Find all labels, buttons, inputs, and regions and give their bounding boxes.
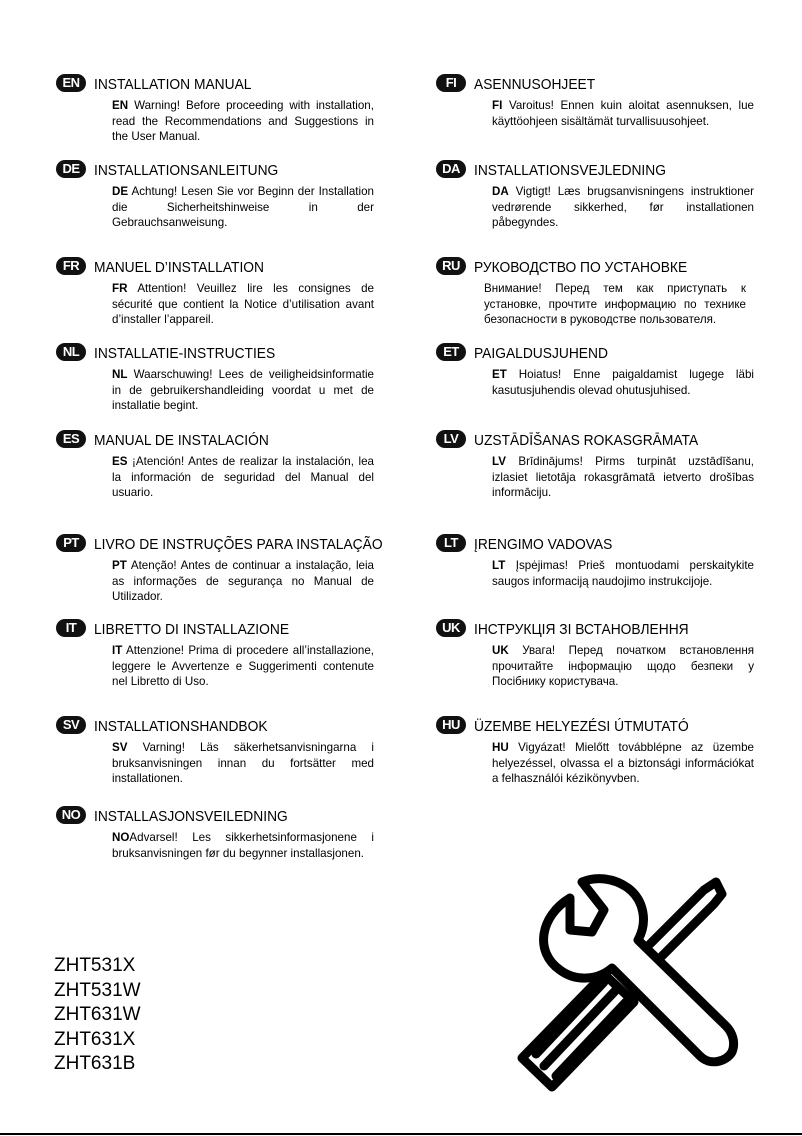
section-fr [56, 257, 396, 328]
lang-badge-lv: LV [436, 430, 466, 448]
section-title: INSTALLATIONSVEJLEDNING [474, 162, 666, 179]
section-title: MANUEL D’INSTALLATION [94, 259, 264, 276]
section-text: Atenção! Antes de continuar a instalação, leia as informações de segurança no Manual de Utilizador. [112, 559, 374, 604]
lang-label: NL [112, 368, 128, 381]
section-de [56, 160, 396, 231]
section-text: Įspėjimas! Prieš montuodami perskaitykite saugos informaciją naudojimo instrukcijoje. [492, 559, 754, 588]
section-text: Vigtigt! Læs brugsanvisningens instruktioner vedrørende sikkerhed, før installationen påbegyndes. [492, 185, 754, 230]
lang-badge-de: DE [56, 160, 86, 178]
section-sv [56, 716, 396, 787]
model-number: ZHT531X [54, 955, 136, 976]
lang-label: EN [112, 99, 129, 112]
model-number: ZHT631X [54, 1028, 136, 1050]
lang-label: DE [112, 185, 129, 198]
section-en [56, 74, 396, 145]
model-list [54, 954, 141, 1077]
section-text: Varning! Läs säkerhetsanvisningarna i bruksanvisningen innan du fortsätter med installationen. [112, 741, 374, 786]
section-es [56, 430, 396, 501]
lang-label: SV [112, 741, 128, 754]
lang-label: PT [112, 559, 127, 572]
section-title: PAIGALDUSJUHEND [474, 345, 608, 362]
section-text: Attention! Veuillez lire les consignes de sécurité que contient la Notice d’utilisation avant d’installer l’appareil. [112, 282, 374, 327]
lang-label: NO [112, 831, 130, 844]
lang-badge-uk: UK [436, 619, 466, 637]
section-title: ASENNUSOHJEET [474, 76, 596, 93]
section-text: Waarschuwing! Lees de veiligheidsinformatie in de gebruikershandleiding voordat u met de installatie begint. [112, 368, 374, 413]
section-lv [436, 430, 776, 501]
section-title: INSTALLATIONSHANDBOK [94, 718, 268, 735]
lang-label: FR [112, 282, 128, 295]
section-pt [56, 534, 396, 605]
lang-label: IT [112, 644, 123, 657]
lang-label: HU [492, 741, 509, 754]
lang-badge-fr: FR [56, 257, 86, 275]
section-uk [436, 619, 776, 690]
lang-badge-es: ES [56, 430, 86, 448]
section-title: ÜZEMBE HELYEZÉSI ÚTMUTATÓ [474, 718, 689, 735]
lang-label: ET [492, 368, 507, 381]
section-text: ¡Atención! Antes de realizar la instalación, lea la información de seguridad del Manual del usuario. [112, 455, 374, 500]
section-lt [436, 534, 776, 589]
lang-label: DA [492, 185, 509, 198]
section-text: Advarsel! Les sikkerhetsinformasjonene i bruksanvisningen før du begynner installasjonen. [112, 831, 374, 860]
section-text: Увага! Перед початком встановлення прочитайте інформацію щодо безпеки у Посібнику користувача. [492, 644, 754, 689]
lang-badge-sv: SV [56, 716, 86, 734]
lang-badge-no: NO [56, 806, 86, 824]
model-number: ZHT531W [54, 979, 141, 1001]
lang-badge-ru: RU [436, 257, 466, 275]
lang-badge-et: ET [436, 343, 466, 361]
footer-divider [0, 1133, 802, 1135]
lang-label: LT [492, 559, 506, 572]
section-no [56, 806, 396, 861]
section-text: Achtung! Lesen Sie vor Beginn der Installation die Sicherheitshinweise in der Gebrauchsanweisung. [112, 185, 374, 230]
section-text: Attenzione! Prima di procedere all’installazione, leggere le Avvertenze e Suggerimenti contenute nel Libretto di Uso. [112, 644, 374, 689]
lang-label: LV [492, 455, 506, 468]
lang-label: ES [112, 455, 128, 468]
lang-badge-pt: PT [56, 534, 86, 552]
lang-badge-fi: FI [436, 74, 466, 92]
section-title: ĮRENGIMO VADOVAS [474, 536, 613, 553]
section-title: ІНСТРУКЦІЯ ЗІ ВСТАНОВЛЕННЯ [474, 621, 689, 638]
lang-badge-lt: LT [436, 534, 466, 552]
section-fi [436, 74, 776, 129]
section-title: INSTALLATIONSANLEITUNG [94, 162, 279, 179]
section-title: INSTALLATIE-INSTRUCTIES [94, 345, 276, 362]
section-title: INSTALLASJONSVEILEDNING [94, 808, 288, 825]
section-nl [56, 343, 396, 414]
lang-badge-nl: NL [56, 343, 86, 361]
section-title: INSTALLATION MANUAL [94, 76, 252, 93]
model-number: ZHT631W [54, 1004, 141, 1025]
section-title: LIVRO DE INSTRUÇÕES PARA INSTALAÇÃO [94, 536, 383, 553]
section-hu [436, 716, 776, 787]
section-ru [436, 257, 776, 328]
section-title: РУКОВОДСТВО ПО УСТАНОВКЕ [474, 259, 688, 276]
section-text: Warning! Before proceeding with installation, read the Recommendations and Suggestions in the User Manual. [112, 99, 374, 144]
lang-label: UK [492, 644, 509, 657]
section-text: Brīdinājums! Pirms turpināt uzstādīšanu, izlasiet lietotāja rokasgrāmatā ietverto drošības informāciju. [492, 455, 754, 500]
section-da [436, 160, 776, 231]
section-title: MANUAL DE INSTALACIÓN [94, 432, 269, 449]
section-it [56, 619, 396, 690]
lang-badge-it: IT [56, 619, 86, 637]
lang-badge-hu: HU [436, 716, 466, 734]
wrench-screwdriver-icon [500, 852, 750, 1102]
lang-badge-en: EN [56, 74, 86, 92]
section-et [436, 343, 776, 398]
section-text: Varoitus! Ennen kuin aloitat asennuksen, lue käyttöohjeen sisältämät turvallisuusohjeet. [492, 99, 754, 128]
model-number: ZHT631B [54, 1053, 136, 1074]
section-text: Vigyázat! Mielőtt továbblépne az üzembe helyezéssel, olvassa el a biztonsági információkat a felhasználói kézikönyvben. [492, 741, 754, 786]
section-title: LIBRETTO DI INSTALLAZIONE [94, 621, 290, 638]
section-text: Hoiatus! Enne paigaldamist lugege läbi kasutusjuhendis olevad ohutusjuhised. [492, 368, 754, 397]
lang-badge-da: DA [436, 160, 466, 178]
lang-label: FI [492, 99, 503, 112]
section-text: Внимание! Перед тем как приступать к установке, прочтите информацию по технике безопасности в руководстве пользователя. [484, 282, 746, 327]
section-title: UZSTĀDĪŠANAS ROKASGRĀMATA [474, 432, 699, 449]
